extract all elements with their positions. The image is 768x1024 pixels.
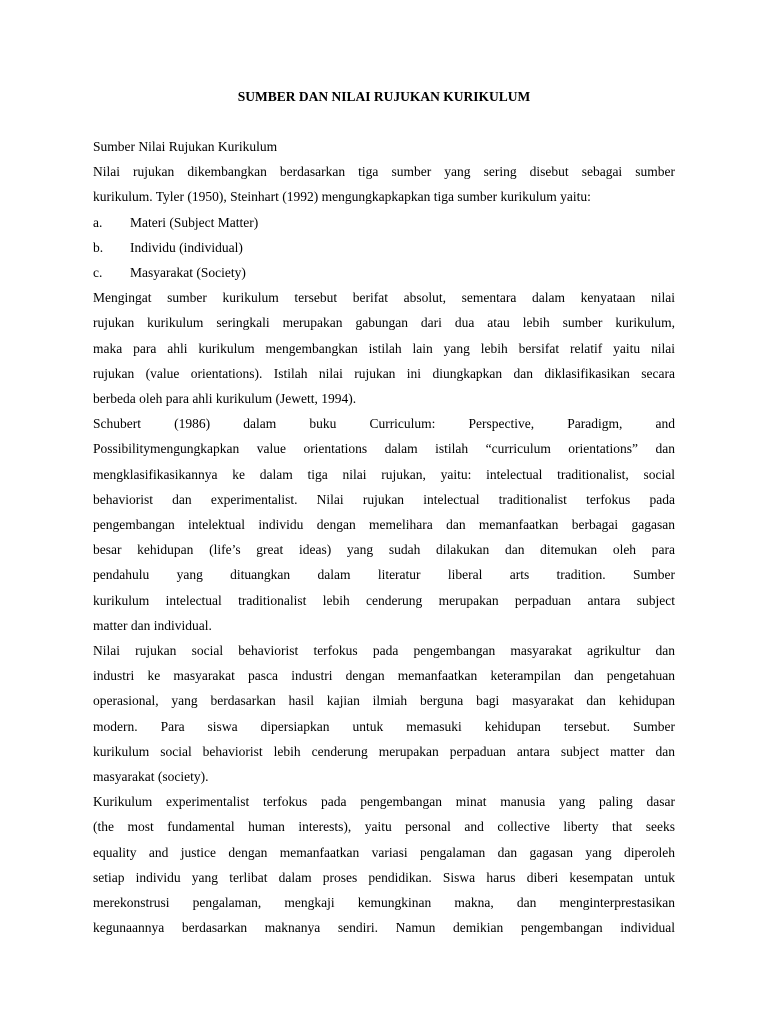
intro-paragraph — [93, 159, 675, 209]
text-line: matter dan individual. — [93, 617, 212, 633]
list-text: Materi (Subject Matter) — [130, 214, 259, 230]
text-line: Schubert (1986) dalam buku Curriculum: Perspective, Paradigm, and — [93, 416, 675, 432]
text-line: equality and justice dengan memanfaatkan variasi pengalaman dan gagasan yang diperoleh — [93, 844, 675, 860]
text-line: kurikulum. Tyler (1950), Steinhart (1992) mengungkapkapkan tiga sumber kurikulum yaitu: — [93, 189, 591, 205]
list-text: Individu (individual) — [130, 239, 243, 255]
text-line: pengembangan intelektual individu dengan memelihara dan memanfaatkan berbagai gagasan — [93, 517, 675, 533]
text-line: setiap individu yang terlibat dalam proses pendidikan. Siswa harus diberi kesempatan untuk — [93, 869, 675, 885]
list-text: Masyarakat (Society) — [130, 265, 246, 281]
list-marker: b. — [93, 239, 104, 255]
text-line: mengklasifikasikannya ke dalam tiga nilai rujukan, yaitu: intelectual traditionalist, social — [93, 466, 675, 482]
text-line: rujukan (value orientations). Istilah nilai rujukan ini diungkapkan dan diklasifikasikan secara — [93, 365, 675, 381]
text-line: Nilai rujukan dikembangkan berdasarkan tiga sumber yang sering disebut sebagai sumber — [93, 164, 675, 180]
text-line: (the most fundamental human interests), yaitu personal and collective liberty that seeks — [93, 819, 675, 835]
text-line: industri ke masyarakat pasca industri dengan memanfaatkan keterampilan dan pengetahuan — [93, 668, 675, 684]
text-line: operasional, yang berdasarkan hasil kajian ilmiah berguna bagi masyarakat dan kehidupan — [93, 693, 675, 709]
text-line: kurikulum intelectual traditionalist lebih cenderung merupakan perpaduan antara subject — [93, 592, 675, 608]
text-line: behaviorist dan experimentalist. Nilai rujukan intelectual traditionalist terfokus pada — [93, 491, 675, 507]
text-line: Kurikulum experimentalist terfokus pada pengembangan minat manusia yang paling dasar — [93, 794, 675, 810]
list-item — [93, 210, 675, 235]
text-line: rujukan kurikulum seringkali merupakan gabungan dari dua atau lebih sumber kurikulum, — [93, 315, 675, 331]
text-line: masyarakat (society). — [93, 769, 209, 785]
document-title: SUMBER DAN NILAI RUJUKAN KURIKULUM — [237, 89, 531, 104]
text-line: Mengingat sumber kurikulum tersebut berifat absolut, sementara dalam kenyataan nilai — [93, 290, 675, 306]
text-line: modern. Para siswa dipersiapkan untuk memasuki kehidupan tersebut. Sumber — [93, 718, 675, 734]
text-line: besar kehidupan (life’s great ideas) yang sudah dilakukan dan ditemukan oleh para — [93, 542, 675, 558]
list-marker: a. — [93, 214, 103, 230]
text-line: Nilai rujukan social behaviorist terfokus pada pengembangan masyarakat agrikultur dan — [93, 643, 675, 659]
list-item — [93, 260, 675, 285]
text-line: berbeda oleh para ahli kurikulum (Jewett, 1994). — [93, 391, 357, 407]
paragraph-3 — [93, 638, 675, 789]
source-list — [93, 210, 675, 286]
text-line: pendahulu yang dituangkan dalam literatur liberal arts tradition. Sumber — [93, 567, 675, 583]
paragraph-1 — [93, 285, 675, 411]
text-line: merekonstrusi pengalaman, mengkaji kemungkinan makna, dan menginterprestasikan — [93, 895, 675, 911]
text-line: maka para ahli kurikulum mengembangkan istilah lain yang lebih bersifat relatif yaitu nilai — [93, 340, 675, 356]
text-line: Possibilitymengungkapkan value orientations dalam istilah “curriculum orientations” dan — [93, 441, 675, 457]
text-line: kegunaannya berdasarkan maknanya sendiri. Namun demikian pengembangan individual — [93, 920, 675, 936]
text-line: kurikulum social behaviorist lebih cenderung merupakan perpaduan antara subject matter dan — [93, 743, 675, 759]
list-item — [93, 235, 675, 260]
paragraph-4 — [93, 789, 675, 940]
paragraph-2 — [93, 411, 675, 638]
list-marker: c. — [93, 265, 103, 281]
document-body — [93, 134, 675, 941]
section-heading: Sumber Nilai Rujukan Kurikulum — [93, 139, 278, 154]
